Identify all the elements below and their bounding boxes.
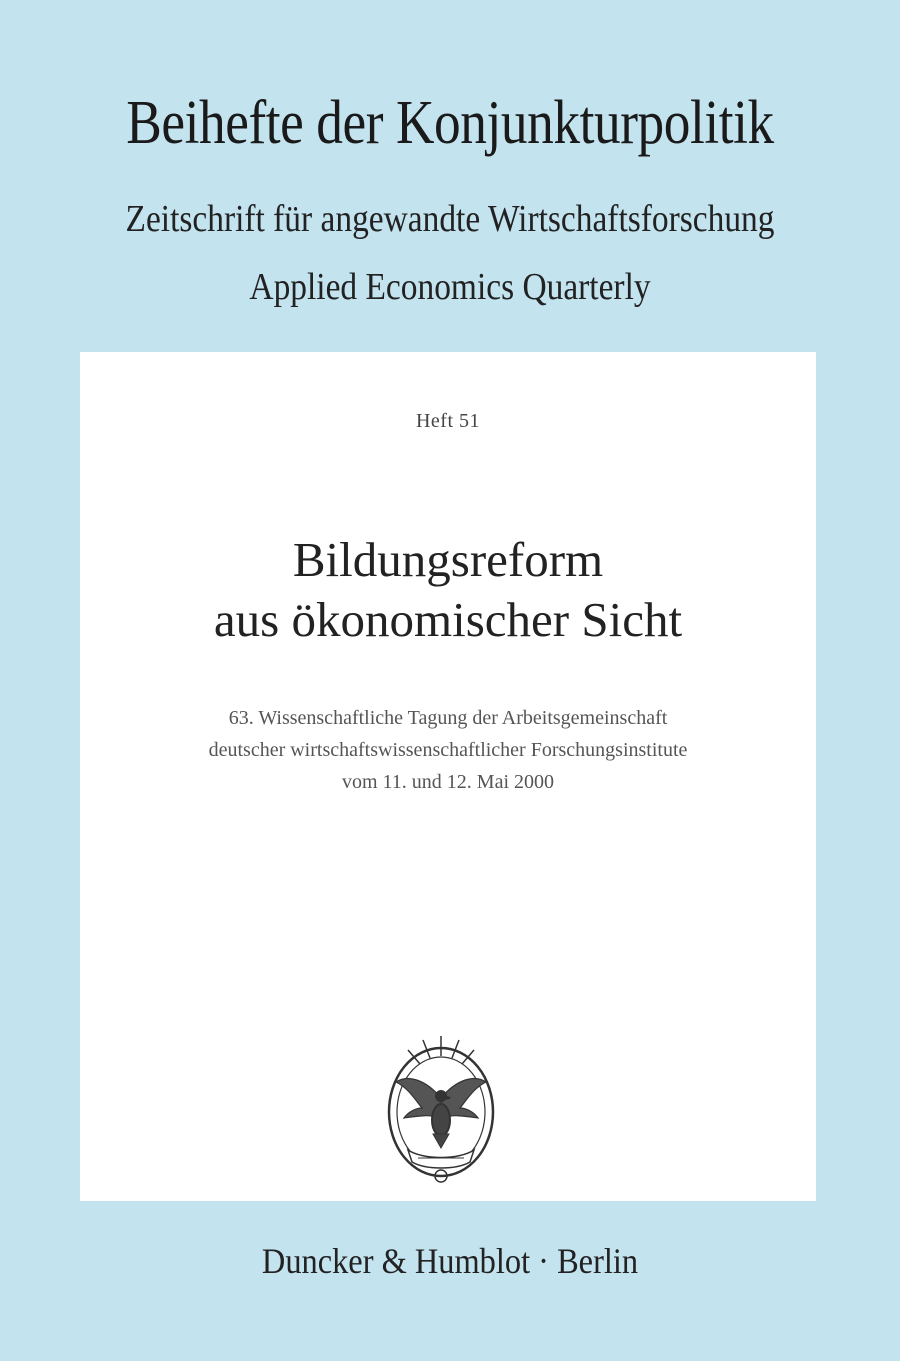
series-subtitle-english: Applied Economics Quarterly: [249, 266, 651, 308]
conference-line-3: vom 11. und 12. Mai 2000: [341, 771, 555, 793]
title-panel: [80, 352, 816, 1201]
publisher-eagle-seal-icon: [378, 1028, 504, 1188]
series-title: Beihefte der Konjunkturpolitik: [126, 89, 774, 157]
conference-line-1: 63. Wissenschaftliche Tagung der Arbeitsgemeinschaft: [228, 707, 668, 729]
book-title-line-1: Bildungsreform: [292, 532, 604, 587]
publisher-imprint: Duncker & Humblot · Berlin: [261, 1241, 639, 1281]
book-title: [80, 530, 816, 650]
series-subtitle-german: Zeitschrift für angewandte Wirtschaftsforschung: [125, 198, 775, 240]
book-title-line-2: aus ökonomischer Sicht: [213, 592, 683, 647]
issue-number: Heft 51: [415, 410, 481, 432]
conference-line-2: deutscher wirtschaftswissenschaftlicher Forschungsinstitute: [208, 739, 688, 761]
conference-info: [80, 702, 816, 798]
